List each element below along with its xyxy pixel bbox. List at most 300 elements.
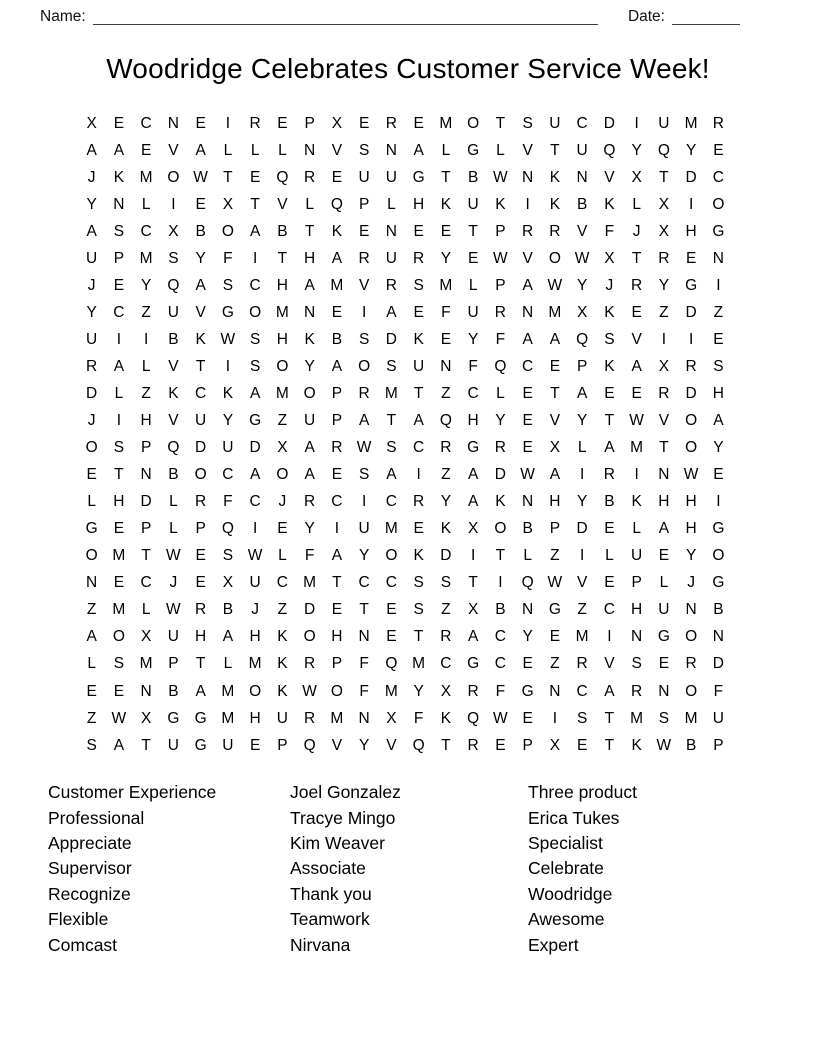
grid-cell: C [222,466,234,484]
grid-cell: R [331,439,343,457]
grid-cell: K [413,547,424,565]
grid-cell: H [658,493,670,511]
grid-cell: Q [521,574,534,592]
grid-cell: E [331,466,343,484]
grid-cell: Y [413,682,424,700]
grid-cell: N [522,303,534,321]
grid-cell: H [712,384,724,402]
grid-cell: A [467,466,479,484]
grid-cell: V [576,222,588,240]
grid-cell: E [413,520,424,538]
grid-cell: V [386,736,397,754]
grid-cell: R [467,682,479,700]
grid-cell: I [225,114,231,132]
grid-cell: O [276,357,289,375]
grid-cell: L [87,493,96,511]
grid-cell: R [304,493,316,511]
grid-cell: F [359,682,369,700]
grid-cell: E [576,736,588,754]
grid-cell: G [467,439,480,457]
word-list-item: Specialist [528,832,603,853]
grid-cell: A [386,303,397,321]
grid-cell: O [467,114,480,132]
grid-cell: U [358,520,370,538]
grid-cell: C [603,601,615,619]
grid-cell: I [143,330,149,348]
word-list-item: Teamwork [290,909,370,930]
grid-cell: M [330,709,344,727]
grid-cell: R [86,357,98,375]
grid-cell: K [549,195,561,213]
grid-cell: R [631,682,643,700]
grid-cell: E [631,303,642,321]
grid-cell: W [493,249,508,267]
word-list-item: Recognize [48,883,131,904]
grid-cell: Y [576,412,588,430]
grid-cell: Z [277,412,288,430]
grid-cell: U [358,168,370,186]
grid-cell: E [685,249,697,267]
grid-cell: S [440,574,452,592]
grid-cell: K [195,330,206,348]
grid-cell: D [385,330,397,348]
grid-cell: B [168,466,179,484]
grid-cell: W [356,439,372,457]
grid-cell: M [221,709,235,727]
grid-cell: C [494,628,506,646]
grid-cell: M [139,168,153,186]
grid-cell: S [604,330,615,348]
grid-cell: P [277,736,288,754]
grid-cell: V [658,412,670,430]
grid-cell: L [523,547,532,565]
grid-cell: V [168,141,179,159]
grid-cell: W [166,601,181,619]
grid-cell: S [413,601,424,619]
grid-cell: P [331,412,343,430]
grid-cell: E [549,628,561,646]
grid-cell: A [86,141,97,159]
grid-cell: A [631,357,642,375]
grid-cell: R [685,655,697,673]
word-list-item: Expert [528,934,579,955]
grid-cell: N [385,222,397,240]
word-list [48,780,816,958]
grid-cell: E [713,466,724,484]
grid-cell: M [384,520,398,538]
grid-cell: U [195,412,207,430]
worksheet-page [0,6,816,1062]
grid-cell: G [412,168,425,186]
grid-cell: Q [276,168,289,186]
grid-cell: K [413,330,424,348]
grid-cell: C [522,357,534,375]
grid-cell: K [222,384,234,402]
grid-cell: A [549,466,561,484]
grid-cell: G [548,601,561,619]
grid-cell: E [495,736,506,754]
grid-cell: A [86,628,97,646]
grid-cell: I [361,303,367,321]
grid-cell: I [579,547,585,565]
grid-cell: P [576,357,588,375]
grid-cell: A [713,412,724,430]
grid-cell: L [659,574,669,592]
grid-cell: O [112,628,125,646]
grid-cell: W [656,736,672,754]
grid-cell: D [685,384,697,402]
grid-cell: R [385,276,397,294]
grid-cell: O [85,547,98,565]
grid-cell: E [413,222,424,240]
grid-cell: N [304,303,316,321]
grid-cell: Z [550,547,560,565]
grid-cell: F [413,709,424,727]
grid-cell: T [141,736,151,754]
grid-cell: L [632,520,641,538]
grid-cell: C [385,574,397,592]
grid-cell: N [549,682,561,700]
grid-cell: G [194,709,207,727]
grid-cell: W [493,709,508,727]
grid-cell: E [604,520,615,538]
grid-cell: E [440,222,452,240]
grid-cell: C [576,682,588,700]
grid-cell: M [139,655,153,673]
name-label: Name: [40,8,86,25]
grid-cell: K [631,493,642,511]
grid-cell: I [607,628,612,646]
grid-cell: E [249,736,261,754]
grid-cell: I [416,466,421,484]
grid-cell: U [712,709,724,727]
grid-cell: F [495,682,506,700]
grid-cell: Q [385,655,398,673]
grid-cell: N [385,141,397,159]
grid-cell: P [549,520,561,538]
grid-cell: L [496,141,505,159]
grid-cell: H [413,195,425,213]
grid-cell: U [167,628,179,646]
grid-cell: F [604,222,615,240]
grid-cell: E [549,357,561,375]
grid-cell: P [331,655,343,673]
grid-cell: U [304,412,316,430]
grid-cell: S [113,222,125,240]
grid-cell: A [413,412,424,430]
grid-cell: T [468,574,478,592]
grid-cell: Y [140,276,152,294]
grid-cell: S [713,357,724,375]
grid-cell: R [603,466,615,484]
word-list-item: Flexible [48,909,109,930]
grid-cell: M [303,574,317,592]
grid-cell: R [685,357,697,375]
grid-cell: C [413,439,425,457]
grid-cell: Z [86,709,97,727]
grid-cell: Y [440,493,452,511]
grid-cell: H [195,628,207,646]
grid-cell: X [604,249,615,267]
grid-cell: U [276,709,288,727]
grid-cell: T [277,249,288,267]
grid-cell: B [168,330,179,348]
grid-cell: H [685,520,697,538]
grid-cell: N [658,466,670,484]
grid-cell: A [113,357,125,375]
grid-cell: P [168,655,179,673]
grid-cell: E [195,547,206,565]
grid-cell: S [113,655,125,673]
grid-cell: C [249,493,261,511]
grid-cell: H [304,249,316,267]
grid-cell: A [467,493,479,511]
grid-cell: I [661,330,667,348]
grid-cell: T [223,168,233,186]
grid-cell: C [331,493,343,511]
grid-cell: S [576,709,588,727]
grid-cell: W [520,466,535,484]
grid-cell: O [385,547,398,565]
grid-cell: E [358,222,370,240]
grid-cell: R [712,114,724,132]
grid-cell: R [385,114,397,132]
grid-cell: I [334,520,340,538]
grid-cell: Y [576,276,588,294]
grid-cell: K [604,303,615,321]
grid-cell: A [549,330,561,348]
grid-cell: P [495,222,506,240]
grid-cell: U [413,357,425,375]
grid-cell: V [604,655,615,673]
grid-cell: V [195,303,206,321]
word-list-item: Associate [290,858,366,879]
grid-cell: B [331,330,343,348]
grid-cell: H [631,601,643,619]
grid-cell: K [549,168,561,186]
grid-cell: J [278,493,287,511]
grid-cell: I [252,249,258,267]
grid-cell: B [522,520,533,538]
grid-cell: N [631,628,643,646]
grid-cell: R [195,601,207,619]
grid-cell: C [113,303,125,321]
grid-cell: O [194,466,207,484]
grid-cell: J [87,276,96,294]
name-blank-line [93,10,598,25]
grid-cell: E [713,330,724,348]
grid-cell: O [685,682,698,700]
grid-cell: D [603,114,615,132]
grid-cell: I [552,709,558,727]
grid-cell: B [467,168,479,186]
grid-cell: M [412,655,426,673]
grid-cell: N [86,574,98,592]
grid-cell: A [304,466,315,484]
grid-cell: L [387,195,396,213]
grid-cell: T [604,736,615,754]
grid-cell: O [249,303,262,321]
grid-cell: T [332,574,342,592]
grid-cell: N [685,601,697,619]
grid-cell: U [167,736,179,754]
grid-cell: Q [221,520,234,538]
grid-cell: G [85,520,98,538]
grid-cell: S [413,276,424,294]
grid-cell: V [358,276,370,294]
grid-cell: Y [222,412,234,430]
grid-cell: R [494,303,506,321]
grid-cell: A [413,141,424,159]
grid-cell: A [358,412,370,430]
grid-cell: W [111,709,127,727]
grid-cell: C [576,114,588,132]
grid-cell: K [331,222,343,240]
grid-cell: S [413,574,424,592]
grid-cell: Z [713,303,724,321]
grid-cell: A [658,520,670,538]
grid-cell: W [302,682,317,700]
grid-cell: B [713,601,724,619]
grid-cell: U [467,303,479,321]
grid-cell: A [249,384,261,402]
grid-cell: Y [358,736,370,754]
grid-cell: L [632,195,641,213]
grid-cell: I [225,357,231,375]
grid-cell: E [467,249,479,267]
grid-cell: R [467,736,479,754]
grid-cell: A [195,682,206,700]
grid-cell: C [385,493,397,511]
grid-cell: L [169,520,178,538]
grid-cell: R [658,384,670,402]
grid-cell: Y [358,547,370,565]
grid-cell: E [140,141,152,159]
grid-cell: A [195,276,206,294]
grid-cell: G [221,303,234,321]
grid-cell: T [550,141,560,159]
grid-cell: R [304,655,316,673]
grid-cell: A [113,736,125,754]
grid-cell: U [576,141,588,159]
grid-cell: I [716,276,721,294]
grid-cell: W [574,249,590,267]
grid-cell: V [522,141,533,159]
grid-cell: D [86,384,98,402]
grid-cell: X [331,114,343,132]
grid-cell: K [440,520,452,538]
grid-cell: X [140,628,152,646]
grid-cell: P [495,276,506,294]
grid-cell: W [193,168,208,186]
word-list-item: Awesome [528,909,605,930]
grid-cell: T [468,222,478,240]
grid-cell: Z [441,601,451,619]
word-list-item: Kim Weaver [290,832,385,853]
grid-cell: Q [603,141,616,159]
grid-cell: P [331,384,343,402]
grid-cell: E [86,466,97,484]
grid-cell: O [685,412,698,430]
grid-cell: T [359,601,369,619]
grid-cell: M [439,276,453,294]
grid-cell: R [522,222,534,240]
word-list-item: Supervisor [48,858,132,879]
grid-cell: X [140,709,152,727]
grid-cell: W [683,466,699,484]
word-list-item: Nirvana [290,934,351,955]
grid-cell: V [522,249,533,267]
grid-cell: U [467,195,479,213]
grid-cell: Q [657,141,670,159]
grid-cell: E [195,114,206,132]
grid-cell: L [141,357,151,375]
grid-cell: U [658,114,670,132]
grid-cell: R [440,439,452,457]
grid-cell: S [86,736,97,754]
grid-cell: E [413,114,424,132]
grid-cell: B [222,601,234,619]
grid-cell: I [252,520,258,538]
grid-cell: S [249,357,261,375]
date-blank-line [672,10,740,25]
grid-cell: Y [685,141,697,159]
grid-cell: N [358,709,370,727]
grid-cell: R [304,709,316,727]
grid-cell: C [494,655,506,673]
grid-cell: R [631,276,643,294]
grid-cell: Q [494,357,507,375]
grid-cell: D [685,303,697,321]
grid-cell: O [712,195,725,213]
grid-cell: E [195,195,206,213]
grid-cell: W [547,574,563,592]
grid-cell: R [304,168,316,186]
word-list-column [290,780,528,958]
grid-cell: C [140,114,152,132]
grid-cell: T [550,384,560,402]
grid-cell: A [331,249,343,267]
grid-cell: H [249,709,261,727]
grid-cell: T [304,222,315,240]
grid-cell: H [276,330,288,348]
grid-cell: U [222,439,234,457]
grid-cell: I [116,412,122,430]
grid-cell: F [359,655,369,673]
grid-cell: V [277,195,288,213]
grid-cell: I [688,195,694,213]
grid-cell: R [358,384,370,402]
grid-cell: L [141,601,151,619]
grid-cell: G [712,222,725,240]
grid-cell: D [304,601,316,619]
grid-cell: Y [440,249,452,267]
grid-cell: Z [441,384,451,402]
grid-cell: B [195,222,206,240]
grid-cell: N [522,168,534,186]
grid-cell: C [712,168,724,186]
word-list-item: Joel Gonzalez [290,782,401,803]
grid-cell: L [223,655,233,673]
grid-cell: N [167,114,179,132]
grid-cell: Z [141,384,151,402]
grid-cell: O [712,547,725,565]
grid-cell: X [440,682,452,700]
grid-cell: X [576,303,588,321]
grid-cell: R [440,628,452,646]
grid-cell: O [303,628,316,646]
grid-cell: Q [412,736,425,754]
